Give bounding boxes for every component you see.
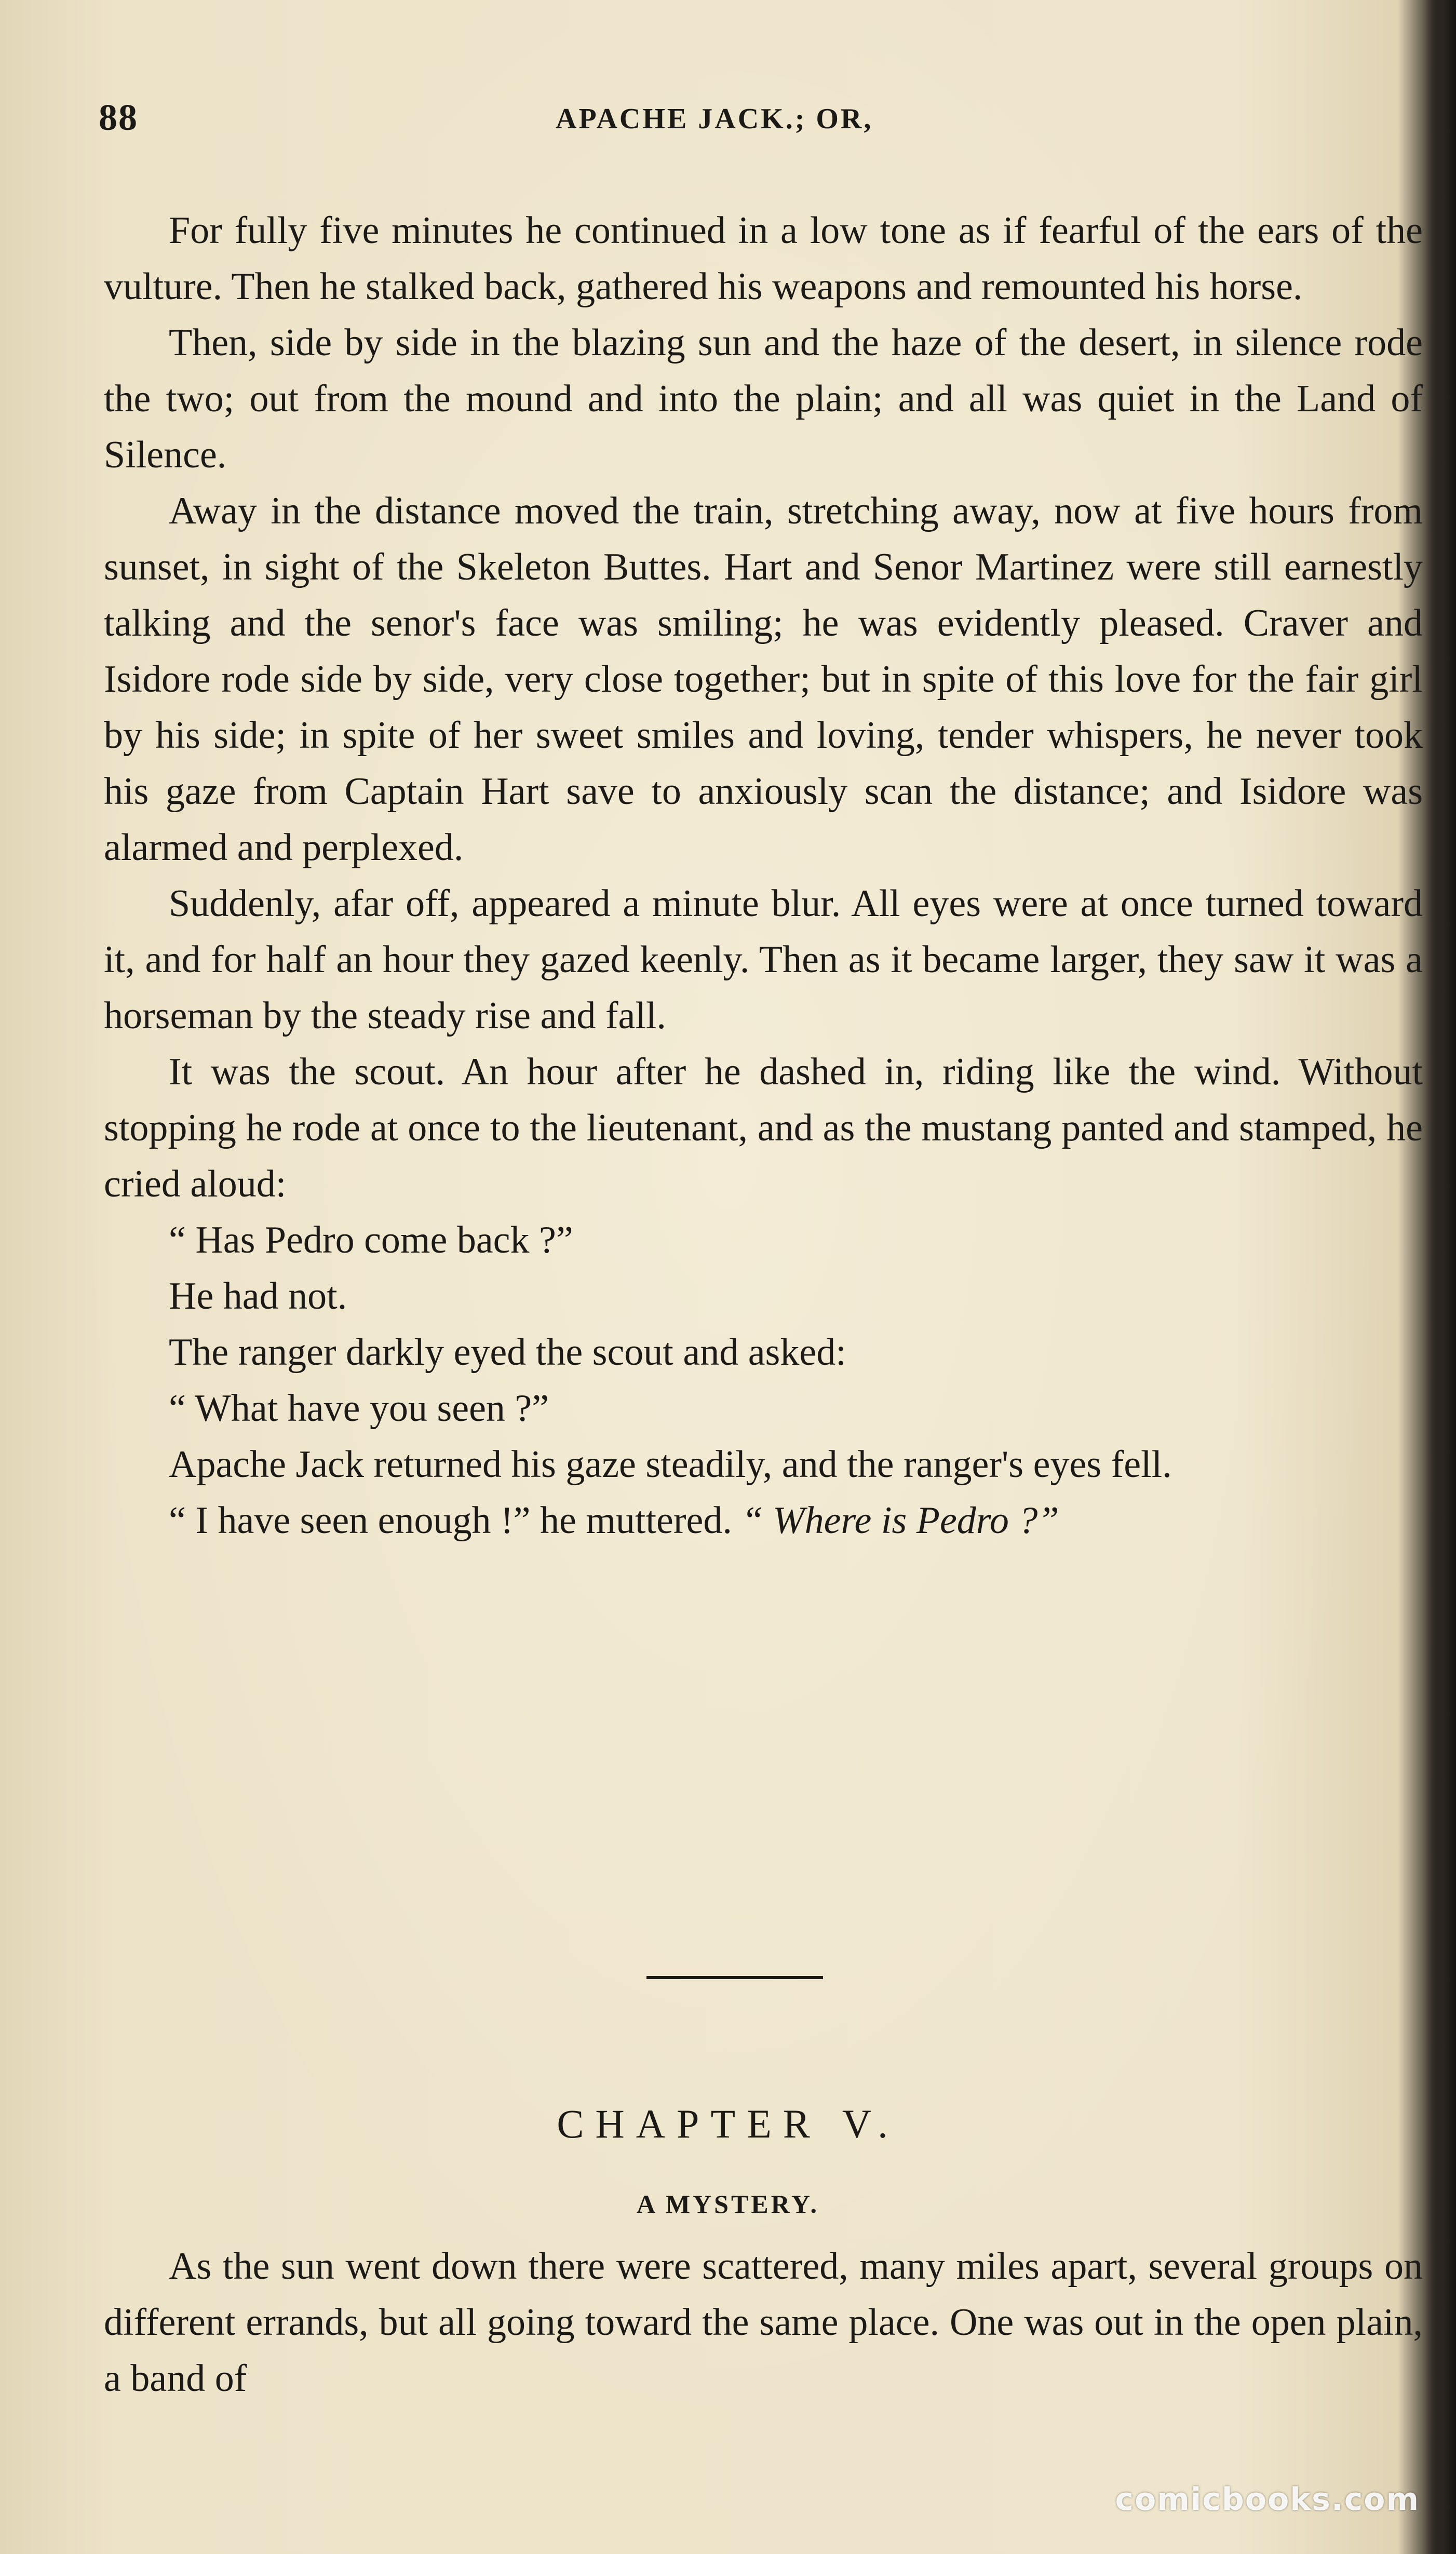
section-rule (646, 1976, 823, 1979)
page-header (99, 96, 1428, 148)
running-head: APACHE JACK.; OR, (556, 103, 873, 135)
chapter-subtitle: A MYSTERY. (636, 2189, 820, 2219)
paragraph: It was the scout. An hour after he dashed in, riding like the wind. Without stopping he rode at once to the lieutenant, and as the mustang panted and stamped, he cried aloud: (104, 1051, 1423, 1205)
chapter-body (104, 2238, 1423, 2407)
paragraph: As the sun went down there were scattered, many miles apart, several groups on different errands, but all going toward the same place. One was out in the open plain, a band of (104, 2245, 1423, 2400)
paragraph: Then, side by side in the blazing sun and the haze of the desert, in silence rode the two; out from the mound and into the plain; and all was quiet in the Land of Silence. (104, 321, 1423, 476)
spine-shadow (1425, 0, 1456, 2554)
paragraph: He had not. (169, 1275, 347, 1318)
chapter-title: CHAPTER V. (557, 2101, 899, 2146)
paragraph-final (104, 1493, 1423, 1549)
quote-italic: “ Where is Pedro ?” (742, 1499, 1059, 1542)
paragraph: Away in the distance moved the train, stretching away, now at five hours from sunset, in sight of the Skeleton Buttes. Hart and Senor Martinez were still earnestly talking and the senor's face was smiling; he was evidently pleased. Craver and Isidore rode side by side, very close together; but in spite of this love for the fair girl by his side; in spite of her sweet smiles and loving, tender whispers, he never took his gaze from Captain Hart save to anxiously scan the distance; and Isidore was alarmed and perplexed. (104, 490, 1423, 869)
paragraph: “ Has Pedro come back ?” (169, 1219, 573, 1261)
paragraph: The ranger darkly eyed the scout and asked: (169, 1331, 846, 1374)
body-text (104, 203, 1423, 1549)
paragraph: Suddenly, afar off, appeared a minute blur. All eyes were at once turned toward it, and for half an hour they gazed keenly. Then as it became larger, they saw it was a horseman by the steady rise and fall. (104, 882, 1423, 1037)
paragraph: For fully five minutes he continued in a low tone as if fearful of the ears of the vulture. Then he stalked back, gathered his weapons and remounted his horse. (104, 209, 1423, 308)
page-number: 88 (99, 97, 138, 138)
watermark: comicbooks.com (1115, 2481, 1420, 2518)
paragraph: “ What have you seen ?” (169, 1387, 549, 1430)
paragraph: Apache Jack returned his gaze steadily, and the ranger's eyes fell. (169, 1443, 1172, 1486)
quote-text: “ I have seen enough !” he muttered. (169, 1499, 742, 1542)
